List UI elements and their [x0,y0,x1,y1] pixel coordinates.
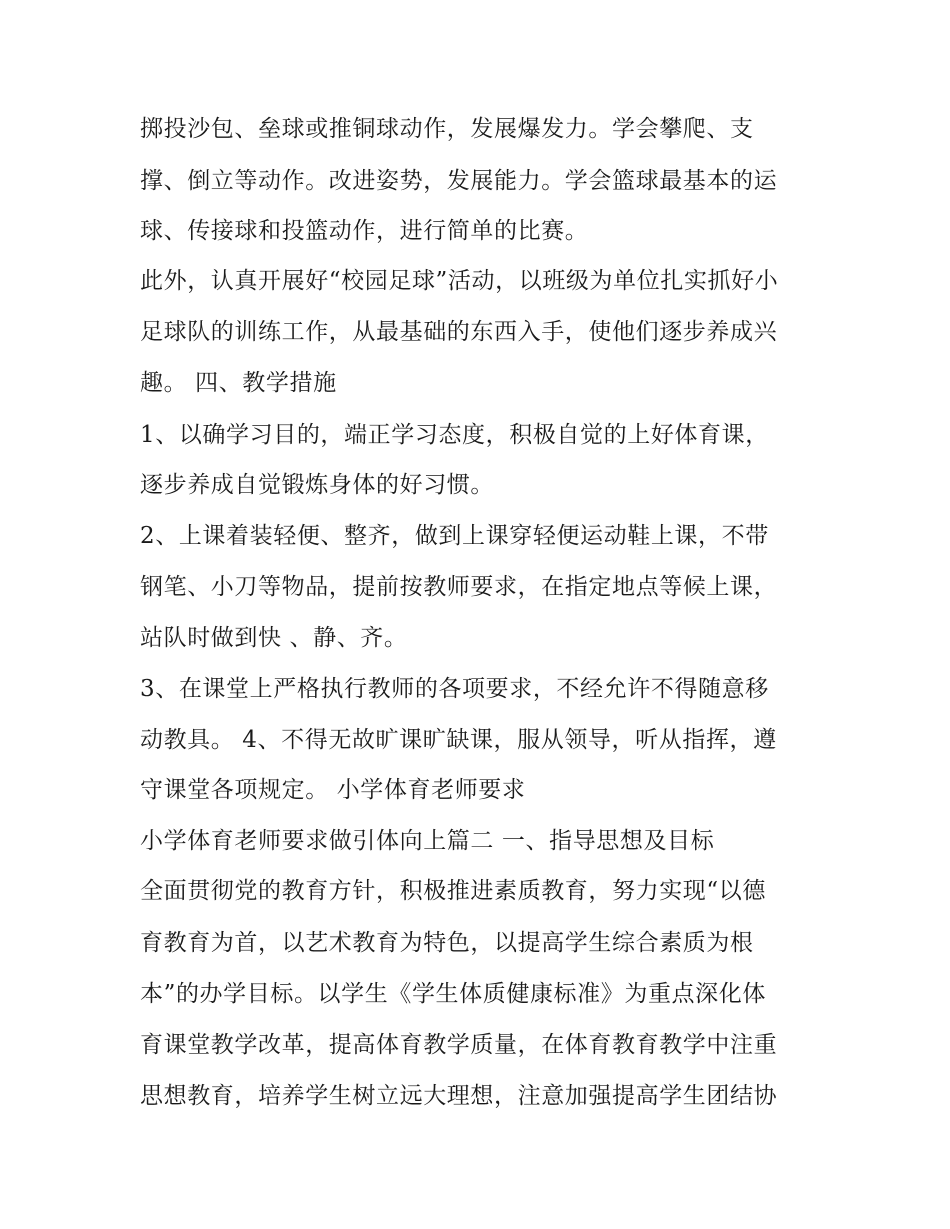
text-line-13: 动教具。 4、不得无故旷课旷缺课，服从领导，听从指挥，遵 [140,727,777,753]
text-line-12: 3、在课堂上严格执行教师的各项要求，不经允许不得随意移 [140,676,769,702]
text-line-17: 育教育为首，以艺术教育为特色，以提高学生综合素质为根 [140,930,754,956]
text-line-15: 小学体育老师要求做引体向上篇二 一、指导思想及目标 [140,828,715,854]
text-line-2: 撑、倒立等动作。改进姿势，发展能力。学会篮球最基本的运 [140,168,778,194]
text-line-4: 此外，认真开展好“校园足球”活动，以班级为单位扎实抓好小 [140,268,779,294]
text-line-16: 全面贯彻党的教育方针，积极推进素质教育，努力实现“以德 [140,878,766,904]
text-line-1: 掷投沙包、垒球或推铜球动作，发展爆发力。学会攀爬、支 [140,116,754,142]
text-line-11: 站队时做到快 、静、齐。 [140,625,408,651]
text-line-3: 球、传接球和投篮动作，进行简单的比赛。 [140,218,589,244]
text-line-18: 本”的办学目标。以学生《学生体质健康标准》为重点深化体 [140,981,766,1007]
text-line-20: 思想教育，培养学生树立远大理想，注意加强提高学生团结协 [140,1083,778,1109]
text-line-5: 足球队的训练工作，从最基础的东西入手，使他们逐步养成兴 [140,319,778,345]
text-line-10: 钢笔、小刀等物品，提前按教师要求，在指定地点等候上课， [140,574,778,600]
text-line-6: 趣。 四、教学措施 [140,370,337,396]
text-line-14: 守课堂各项规定。 小学体育老师要求 [140,777,526,803]
text-line-19: 育课堂教学改革，提高体育教学质量，在体育教育教学中注重 [140,1032,778,1058]
text-line-7: 1、以确学习目的，端正学习态度，积极自觉的上好体育课， [140,422,769,448]
text-line-9: 2、上课着装轻便、整齐，做到上课穿轻便运动鞋上课，不带 [140,523,769,549]
text-line-8: 逐步养成自觉锻炼身体的好习惯。 [140,472,494,498]
